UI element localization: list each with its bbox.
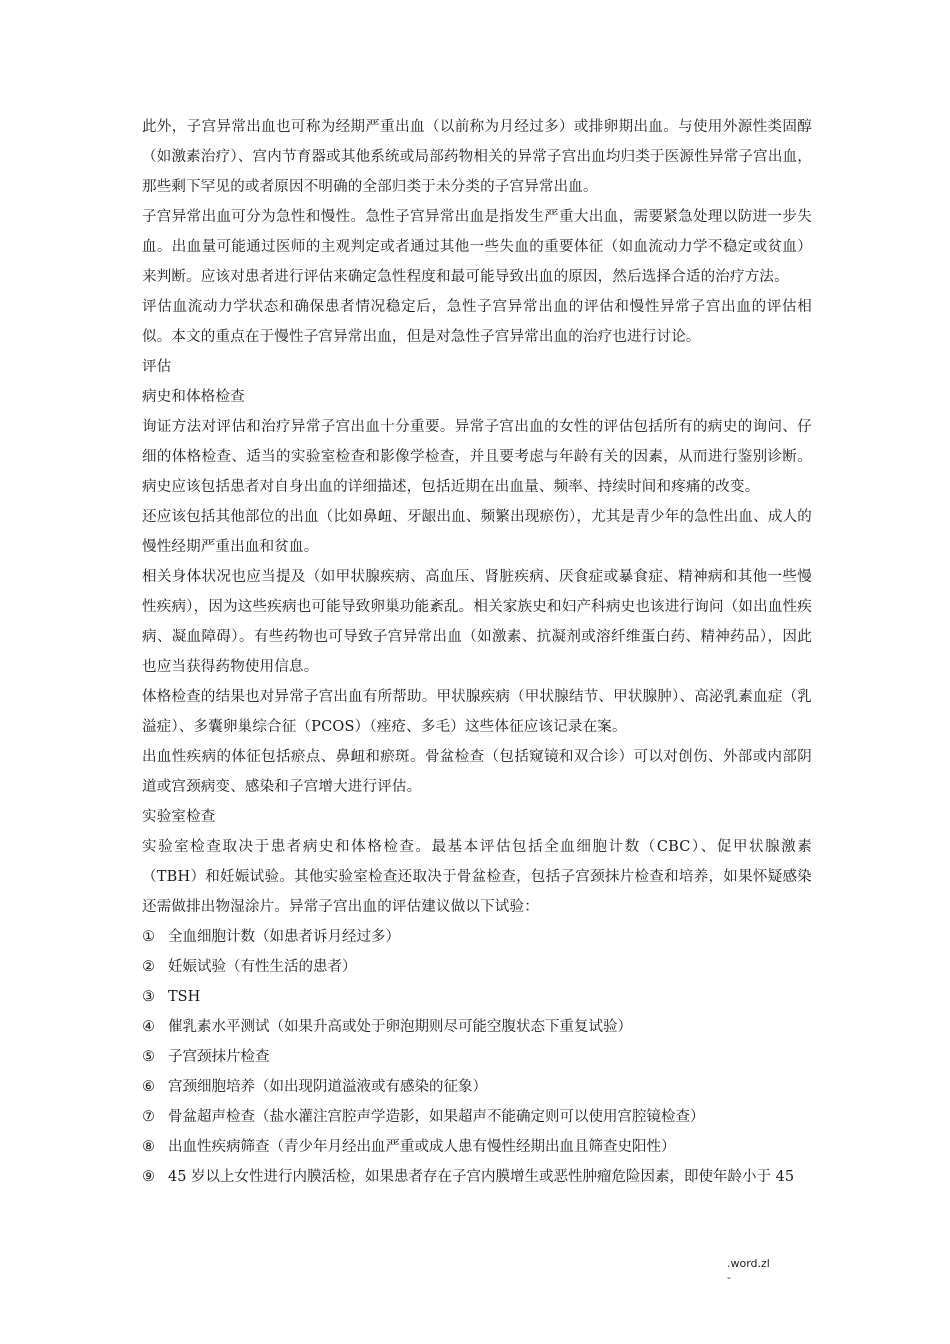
list-text: 出血性疾病筛查（青少年月经出血严重或成人患有慢性经期出血且筛查史阳性）: [168, 1139, 676, 1155]
list-number: ⑦: [142, 1109, 155, 1125]
paragraph-other-bleeding: 还应该包括其他部位的出血（比如鼻衄、牙龈出血、频繁出现瘀伤），尤其是青少年的急性出血、成人的慢性经期严重出血和贫血。: [142, 509, 812, 555]
list-item: [142, 952, 812, 982]
paragraph-hemodynamic: 评估血流动力学状态和确保患者情况稳定后，急性子宫异常出血的评估和慢性异常子宫出血的评估相似。本文的重点在于慢性子宫异常出血，但是对急性子宫异常出血的治疗也进行讨论。: [142, 299, 812, 345]
list-item: [142, 982, 812, 1012]
test-list: [142, 922, 812, 1192]
heading-evaluation: 评估: [142, 359, 172, 375]
list-item: [142, 1102, 812, 1132]
list-item: [142, 1012, 812, 1042]
list-number: ⑨: [142, 1169, 155, 1185]
list-text: 宫颈细胞培养（如出现阴道溢液或有感染的征象）: [168, 1079, 487, 1095]
page-footer: [727, 1257, 770, 1285]
document-body: [142, 112, 812, 1192]
paragraph-acute-chronic: 子宫异常出血可分为急性和慢性。急性子宫异常出血是指发生严重大出血，需要紧急处理以防进一步失血。出血量可能通过医师的主观判定或者通过其他一些失血的重要体征（如血流动力学不稳定或贫血）来判断。应该对患者进行评估来确定急性程度和最可能导致出血的原因，然后选择合适的治疗方法。: [142, 209, 812, 285]
paragraph-lab-intro: 实验室检查取决于患者病史和体格检查。最基本评估包括全血细胞计数（CBC）、促甲状腺激素（TBH）和妊娠试验。其他实验室检查还取决于骨盆检查，包括子宫颈抹片检查和培养，如果怀疑感染还需做排出物湿涂片。异常子宫出血的评估建议做以下试验：: [142, 839, 812, 915]
list-text: 全血细胞计数（如患者诉月经过多）: [168, 929, 400, 945]
paragraph-physical-exam: 体格检查的结果也对异常子宫出血有所帮助。甲状腺疾病（甲状腺结节、甲状腺肿）、高泌乳素血症（乳溢症）、多囊卵巢综合征（PCOS）（痤疮、多毛）这些体征应该记录在案。: [142, 689, 812, 735]
heading-lab-tests: 实验室检查: [142, 809, 216, 825]
list-number: ①: [142, 929, 155, 945]
heading-history-exam: 病史和体格检查: [142, 389, 245, 405]
list-text: 催乳素水平测试（如果升高或处于卵泡期则尽可能空腹状态下重复试验）: [168, 1019, 632, 1035]
paragraph-bleeding-signs: 出血性疾病的体征包括瘀点、鼻衄和瘀斑。骨盆检查（包括窥镜和双合诊）可以对创伤、外部或内部阴道或宫颈病变、感染和子宫增大进行评估。: [142, 749, 812, 795]
list-text: 妊娠试验（有性生活的患者）: [168, 959, 357, 975]
list-text: TSH: [168, 989, 201, 1005]
list-number: ⑧: [142, 1139, 155, 1155]
list-text: 45 岁以上女性进行内膜活检，如果患者存在子宫内膜增生或恶性肿瘤危险因素，即使年龄小于 45: [168, 1169, 795, 1185]
paragraph-intro: 此外，子宫异常出血也可称为经期严重出血（以前称为月经过多）或排卵期出血。与使用外源性类固醇（如激素治疗）、宫内节育器或其他系统或局部药物相关的异常子宫出血均归类于医源性异常子宫出血，那些剩下罕见的或者原因不明确的全部归类于未分类的子宫异常出血。: [142, 119, 812, 195]
footer-dash: -: [727, 1271, 731, 1284]
list-text: 骨盆超声检查（盐水灌注宫腔声学造影，如果超声不能确定则可以使用宫腔镜检查）: [168, 1109, 705, 1125]
list-text: 子宫颈抹片检查: [168, 1049, 270, 1065]
footer-watermark: .word.zl: [727, 1257, 770, 1270]
list-item: [142, 922, 812, 952]
list-item: [142, 1072, 812, 1102]
list-item: [142, 1132, 812, 1162]
list-number: ⑤: [142, 1049, 155, 1065]
list-item: [142, 1162, 812, 1192]
list-number: ③: [142, 989, 155, 1005]
paragraph-conditions: 相关身体状况也应当提及（如甲状腺疾病、高血压、肾脏疾病、厌食症或暴食症、精神病和其他一些慢性疾病），因为这些疾病也可能导致卵巢功能紊乱。相关家族史和妇产科病史也该进行询问（如出血性疾病、凝血障碍）。有些药物也可导致子宫异常出血（如激素、抗凝剂或溶纤维蛋白药、精神药品），因此也应当获得药物使用信息。: [142, 569, 812, 675]
paragraph-evidence-method: 询证方法对评估和治疗异常子宫出血十分重要。异常子宫出血的女性的评估包括所有的病史的询问、仔细的体格检查、适当的实验室检查和影像学检查，并且要考虑与年龄有关的因素，从而进行鉴别诊断。病史应该包括患者对自身出血的详细描述，包括近期在出血量、频率、持续时间和疼痛的改变。: [142, 419, 812, 495]
list-number: ②: [142, 959, 155, 975]
list-item: [142, 1042, 812, 1072]
list-number: ④: [142, 1019, 155, 1035]
list-number: ⑥: [142, 1079, 155, 1095]
